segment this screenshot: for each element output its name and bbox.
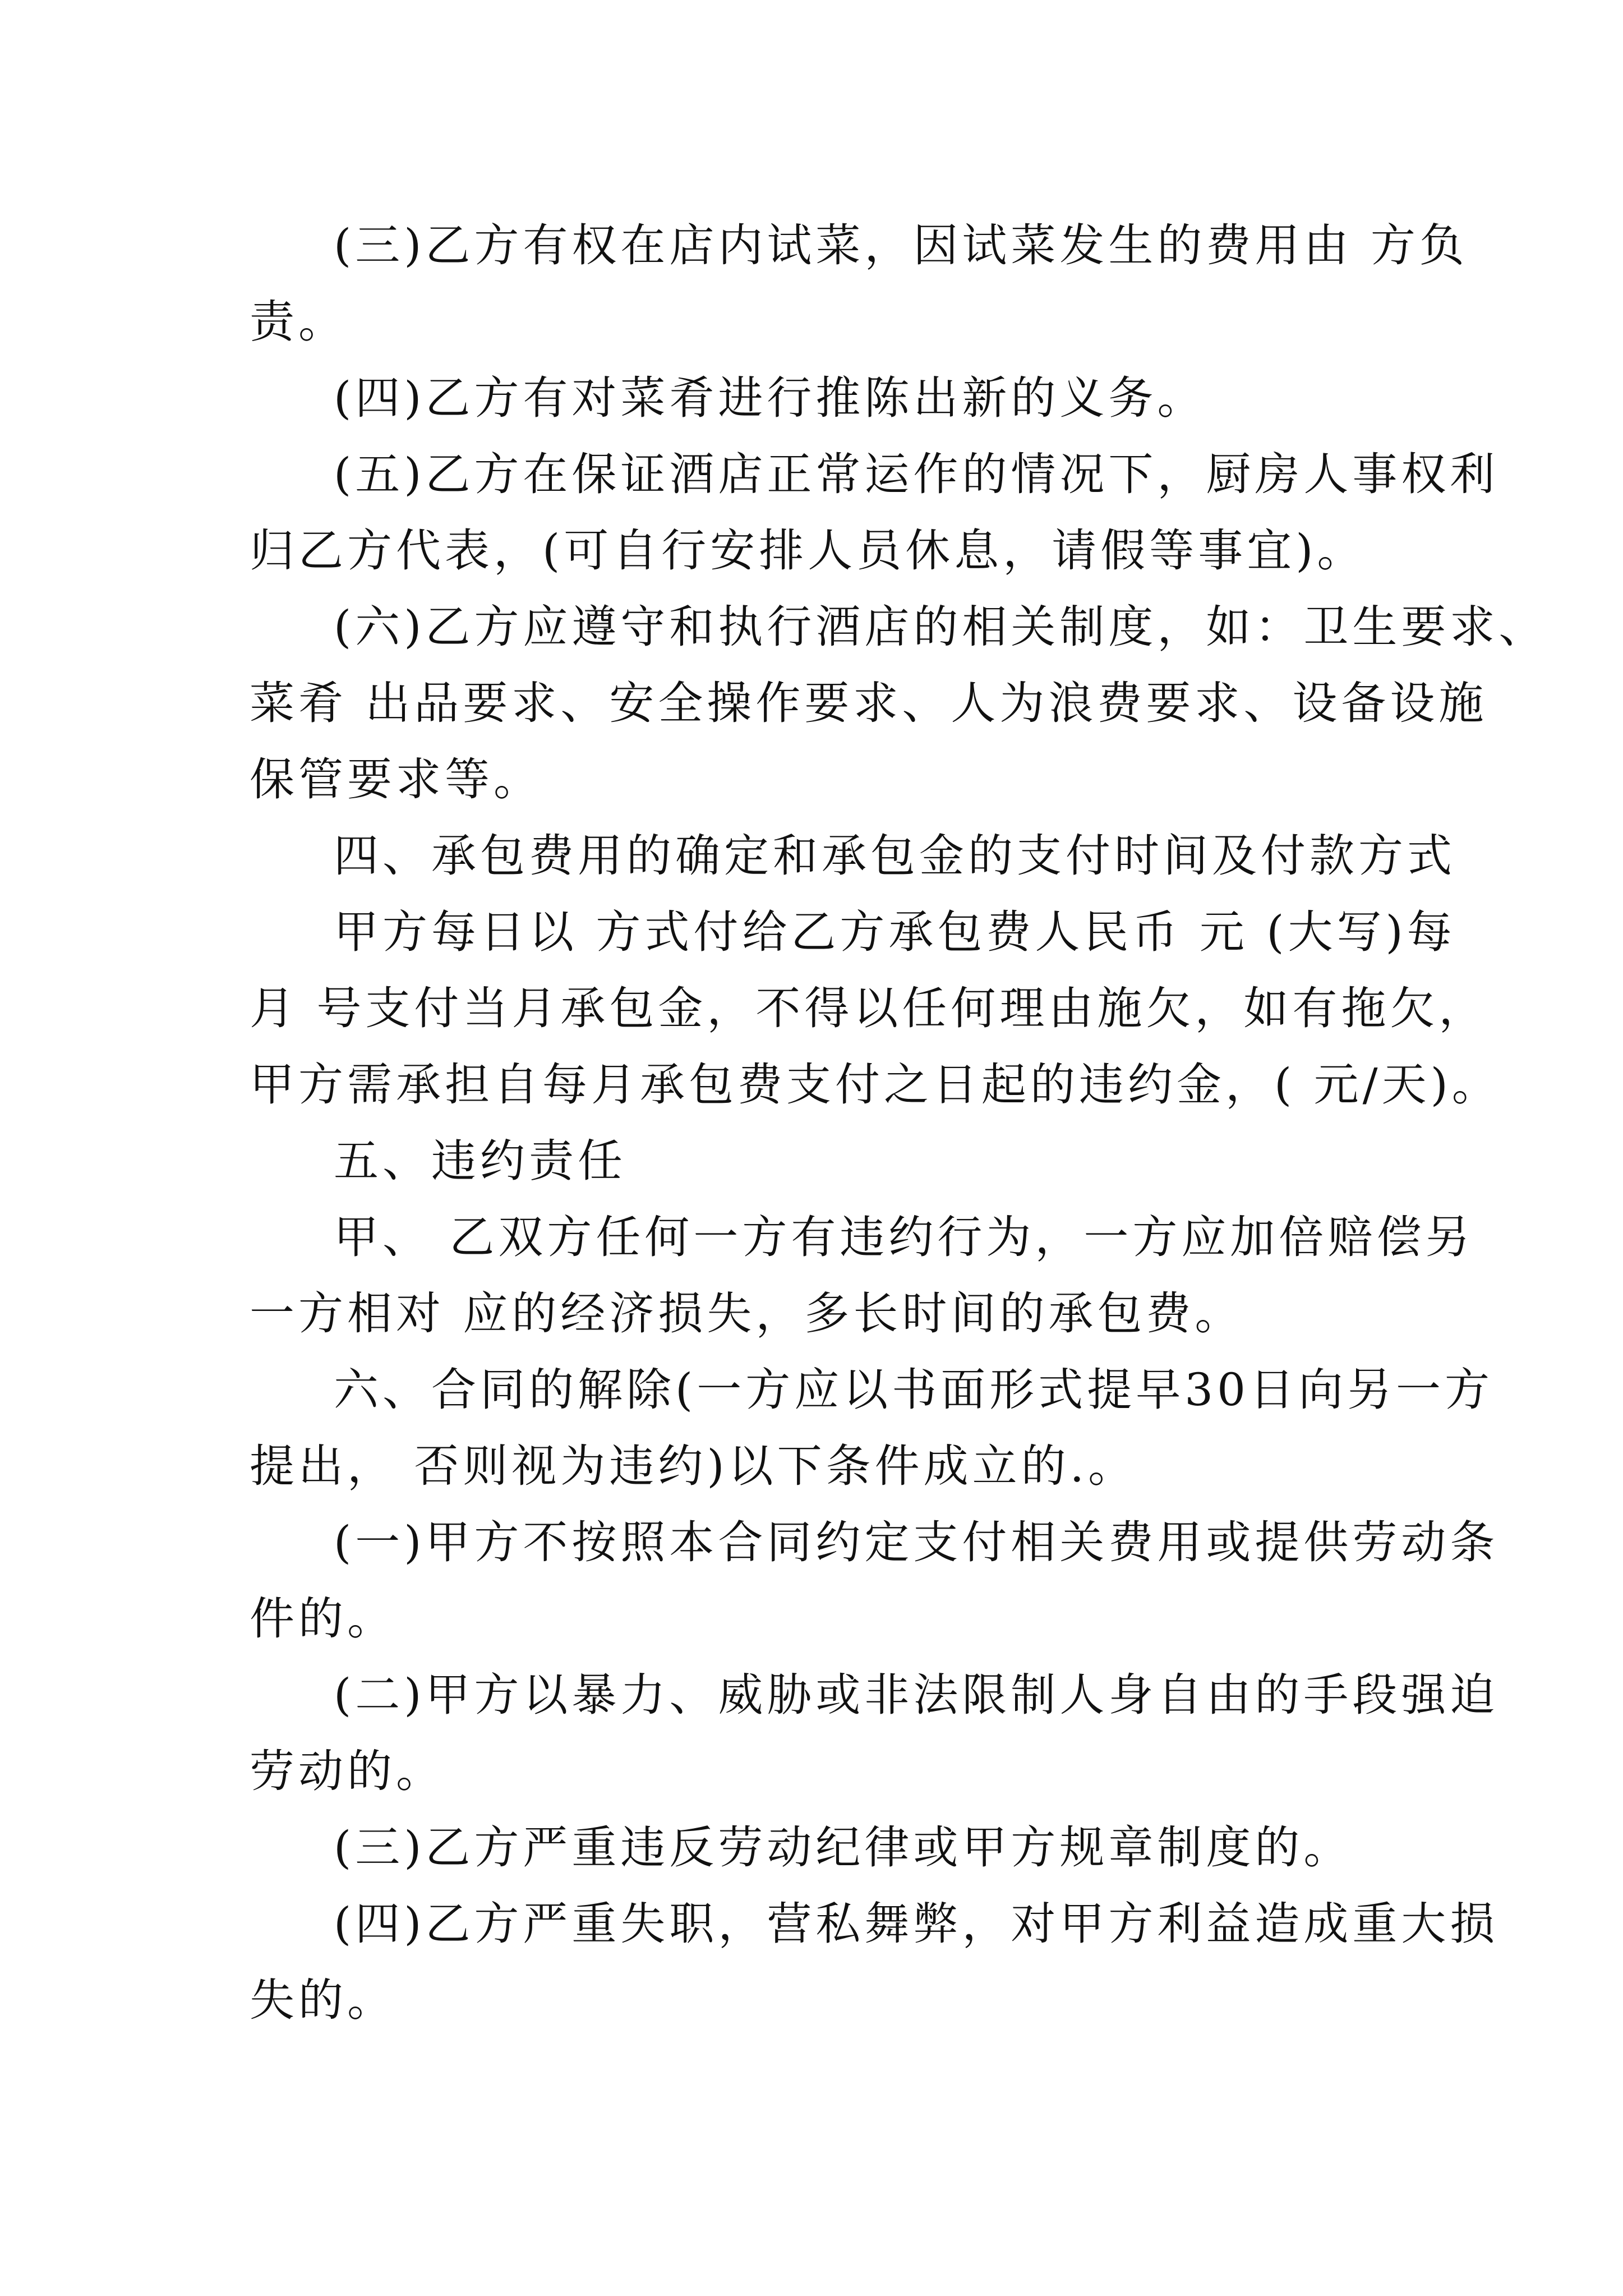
section-heading: 四、承包费用的确定和承包金的支付时间及付款方式: [334, 830, 1456, 882]
text-line: 失的。: [250, 1974, 396, 2026]
text-line: 甲、 乙双方任何一方有违约行为，一方应加倍赔偿另: [334, 1211, 1474, 1263]
text-line: (六)乙方应遵守和执行酒店的相关制度，如：卫生要求、: [334, 601, 1548, 653]
text-line: 提出， 否则视为违约)以下条件成立的.。: [250, 1440, 1137, 1492]
text-line: 归乙方代表，(可自行安排人员休息，请假等事宜)。: [250, 524, 1366, 577]
text-line: 一方相对 应的经济损失，多长时间的承包费。: [250, 1287, 1244, 1340]
text-line: 月 号支付当月承包金，不得以任何理由施欠，如有拖欠，: [250, 982, 1488, 1034]
text-line: (三)乙方严重违反劳动纪律或甲方规章制度的。: [334, 1821, 1353, 1874]
text-line: (二)甲方以暴力、威胁或非法限制人身自由的手段强迫: [334, 1669, 1499, 1721]
text-line: (一)甲方不按照本合同约定支付相关费用或提供劳动条: [334, 1516, 1499, 1568]
section-heading: 六、合同的解除(一方应以书面形式提早30日向另一方: [334, 1364, 1494, 1416]
text-line: 责。: [250, 296, 347, 348]
text-line: 保管要求等。: [250, 753, 542, 806]
text-line: 甲方每日以 方式付给乙方承包费人民币 元 (大写)每: [334, 906, 1456, 958]
text-line: 件的。: [250, 1593, 396, 1645]
text-line: (四)乙方严重失职，营私舞弊，对甲方利益造成重大损: [334, 1898, 1499, 1950]
text-line: (三)乙方有权在店内试菜，因试菜发生的费用由 方负: [334, 219, 1468, 272]
text-line: 劳动的。: [250, 1745, 445, 1797]
text-line: 菜肴 出品要求、安全操作要求、人为浪费要求、设备设施: [250, 677, 1488, 729]
text-line: (五)乙方在保证酒店正常运作的情况下，厨房人事权利: [334, 448, 1499, 500]
document-body: [250, 208, 1548, 2039]
text-line: (四)乙方有对菜肴进行推陈出新的义务。: [334, 372, 1206, 424]
section-heading: 五、违约责任: [334, 1135, 626, 1187]
text-line: 甲方需承担自每月承包费支付之日起的违约金，( 元/天)。: [250, 1059, 1501, 1111]
